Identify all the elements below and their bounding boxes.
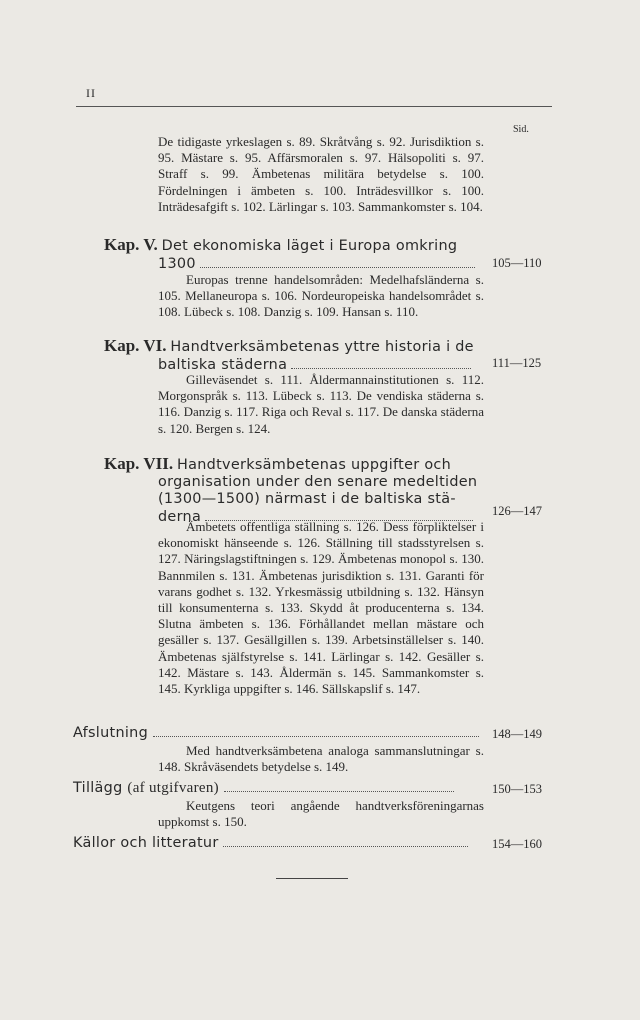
- chapter-title-line: Handtverksämbetenas yttre historia i de: [170, 339, 474, 355]
- leader-dots: [223, 846, 468, 847]
- section-kallor: [73, 835, 468, 851]
- chapter-summary: Gilleväsendet s. 111. Åldermannainstitutionen s. 112. Morgonspråk s. 113. Lübeck s. 113. De vendiska städerna s. 116. Danzig s. 117. Riga och Reval s. 117. De danska städerna s. 120. Bergen s. 124.: [158, 372, 484, 436]
- chapter-title-line: 1300: [158, 256, 196, 272]
- chapter-title-line: (1300—1500) närmast i de baltiska stä-: [158, 491, 456, 507]
- section-summary: Med handtverksämbetena analoga sammanslutningar s. 148. Skråväsendets betydelse s. 149.: [158, 743, 484, 775]
- column-label: Sid.: [513, 124, 529, 135]
- page-range: 105—110: [492, 256, 542, 270]
- section-subtitle: (af utgifvaren): [127, 780, 219, 796]
- leader-dots: [224, 791, 454, 792]
- leader-dots: [200, 267, 475, 268]
- chapter-label: Kap. VI.: [104, 336, 167, 355]
- chapter-heading-7: [104, 455, 486, 526]
- chapter-title-line: Det ekonomiska läget i Europa omkring: [161, 238, 458, 254]
- chapter-title-line: derna: [158, 509, 202, 525]
- chapter-summary: Ämbetets offentliga ställning s. 126. Dess förpliktelser i ekonomiskt hänseende s. 126. Ställning till stadsstyrelsen s. 127. Näringslagstiftningen s. 129. Ämbetenas monopol s. 130. Bannmilen s. 131. Ämbetenas jurisdiktion s. 131. Garanti för varans godhet s. 132. Yrkesmässig utbildning s. 132. Hänsyn till konsumenterna s. 133. Skydd åt producenterna s. 134. Slutna ämbeten s. 136. Förhållandet mellan mästare och gesäller s. 137. Gesällgillen s. 139. Arbetsinställelser s. 140. Ämbetenas själfstyrelse s. 141. Lärlingar s. 142. Gesäller s. 142. Mästare s. 143. Åldermän s. 145. Sammankomster s. 145. Kyrkliga uppgifter s. 146. Sällskapslif s. 147.: [158, 519, 484, 697]
- leader-dots: [291, 368, 471, 369]
- section-title: Afslutning: [73, 725, 149, 741]
- chapter-label: Kap. VII.: [104, 454, 174, 473]
- leader-dots: [153, 736, 479, 737]
- page-range: 126—147: [492, 504, 542, 518]
- chapter-title-line: organisation under den senare medeltiden: [158, 474, 478, 490]
- chapter-heading-6: [104, 337, 486, 374]
- chapter-title-line: baltiska städerna: [158, 357, 288, 373]
- chapter-title-line: Handtverksämbetenas uppgifter och: [177, 457, 452, 473]
- page-range: 148—149: [492, 727, 542, 741]
- chapter-summary: Europas trenne handelsområden: Medelhafsländerna s. 105. Mellaneuropa s. 106. Nordeuropeiska handelsområdet s. 108. Lübeck s. 108. Danzig s. 109. Hansan s. 110.: [158, 272, 484, 320]
- intro-paragraph: De tidigaste yrkeslagen s. 89. Skråtvång s. 92. Jurisdiktion s. 95. Mästare s. 95. Affärsmoralen s. 97. Hälsopoliti s. 97. Straff s. 99. Ämbetenas militära betydelse s. 100. Fördelningen i ämbeten s. 100. Inträdesvillkor s. 100. Inträdesafgift s. 102. Lärlingar s. 103. Sammankomster s. 104.: [158, 134, 484, 214]
- section-title: Tillägg: [73, 780, 123, 796]
- chapter-heading-5: [104, 236, 486, 273]
- page-range: 154—160: [492, 837, 542, 851]
- page-range: 150—153: [492, 782, 542, 796]
- section-summary: Keutgens teori angående handtverksföreningarnas uppkomst s. 150.: [158, 798, 484, 830]
- section-tillagg: [73, 780, 454, 797]
- section-afslutning: [73, 725, 479, 741]
- section-title: Källor och litteratur: [73, 835, 219, 851]
- header-rule: [76, 106, 552, 107]
- page-range: 111—125: [492, 356, 542, 370]
- page-number: II: [86, 86, 96, 100]
- chapter-label: Kap. V.: [104, 235, 158, 254]
- closing-rule: [276, 878, 348, 879]
